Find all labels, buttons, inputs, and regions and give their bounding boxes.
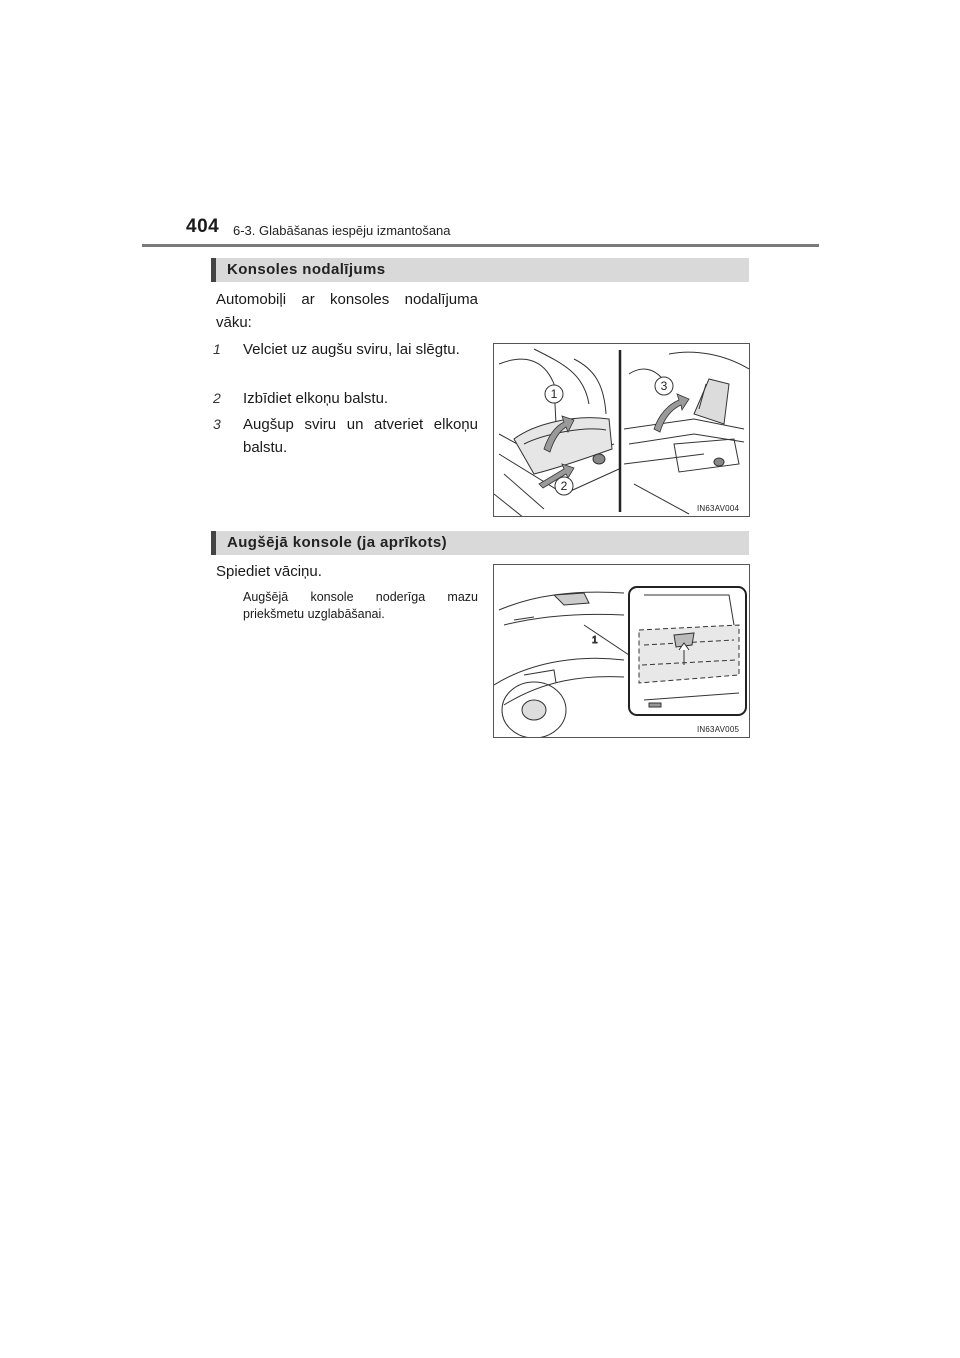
section-intro: Automobiļi ar konsoles nodalījuma vāku: — [216, 291, 478, 331]
step-number: 1 — [213, 341, 225, 359]
section-title: Konsoles nodalījums — [227, 261, 386, 278]
page-number: 404 — [186, 216, 220, 237]
svg-text:1: 1 — [592, 635, 598, 646]
section-heading-console-compartment — [211, 258, 749, 282]
figure-code: IN63AV005 — [697, 725, 740, 734]
section-title: Augšējā konsole (ja aprīkots) — [227, 534, 447, 551]
step-text: Izbīdiet elkoņu balstu. — [243, 390, 389, 407]
overhead-console-drawing — [494, 565, 750, 738]
armrest-drawing — [494, 344, 750, 517]
section-heading-overhead-console — [211, 531, 749, 555]
callout-1: 1 — [550, 387, 558, 401]
step-number: 3 — [213, 416, 225, 434]
callout-2: 2 — [560, 479, 568, 493]
instruction-text: Spiediet vāciņu. — [216, 563, 322, 580]
figure-code: IN63AV004 — [697, 504, 740, 513]
overhead-console-illustration — [493, 564, 750, 738]
callout-3: 3 — [660, 379, 668, 393]
step-number: 2 — [213, 390, 225, 408]
console-compartment-illustration — [493, 343, 750, 517]
note-text: Augšējā konsole noderīga mazu priekšmetu uzglabāšanai. — [243, 590, 478, 621]
step-text: Augšup sviru un atveriet elkoņu balstu. — [243, 416, 478, 456]
running-title: 6-3. Glabāšanas iespēju izmantošana — [233, 223, 451, 238]
header-rule — [142, 244, 819, 247]
step-text: Velciet uz augšu sviru, lai slēgtu. — [243, 341, 460, 358]
